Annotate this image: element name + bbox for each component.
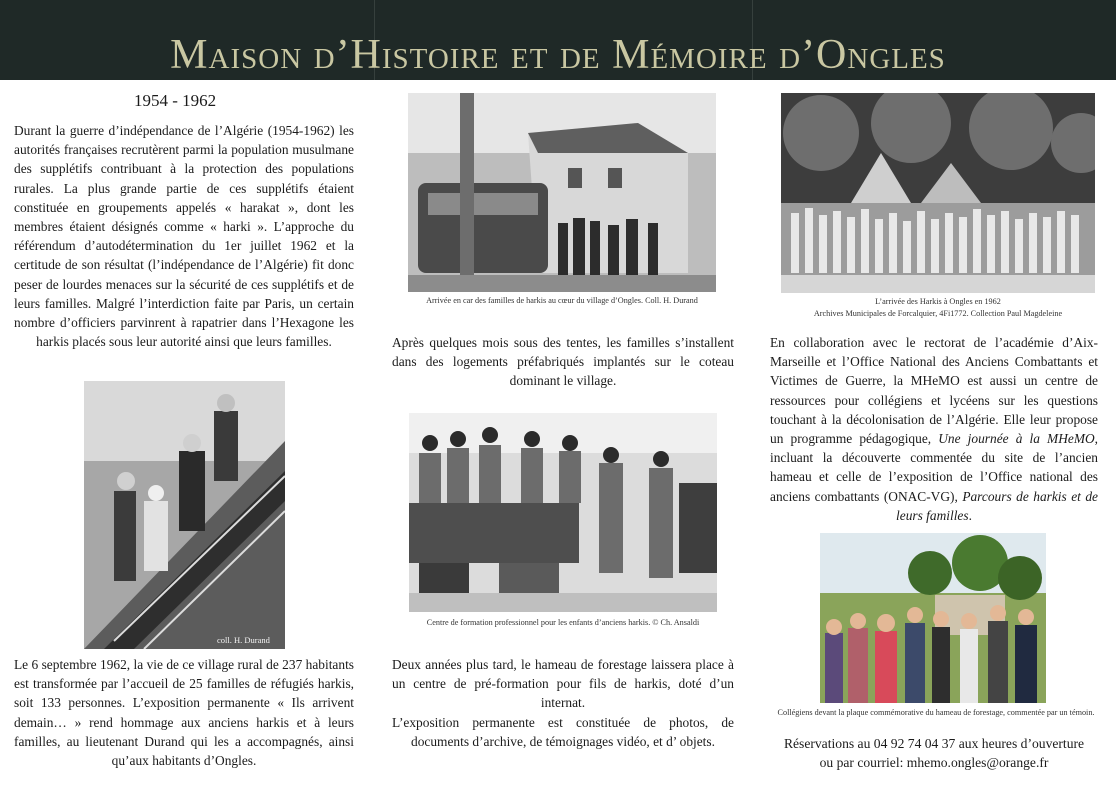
photo-caption: Centre de formation professionnel pour les enfants d’anciens harkis. © Ch. Ansaldi (426, 618, 700, 627)
reservation-email[interactable]: ou par courriel: mhemo.ongles@orange.fr (819, 755, 1049, 770)
photo-caption: L’arrivée des Harkis à Ongles en 1962 (875, 297, 1001, 306)
page-title: Maison d’Histoire et de Mémoire d’Ongles (170, 32, 946, 78)
education-paragraph (770, 333, 1098, 525)
header-banner (0, 0, 1116, 80)
education-text-a: En collaboration avec le rectorat de l’académie d’Aix-Marseille et l’Office National des Anciens Combattants et Victimes de Guerre, la MHeMO est aussi un centre de ressources pour collégiens et lycéens sur les questions touchant à la décolonisation de l’Algérie. Elle leur propose un programme pédagogique, (770, 335, 1098, 447)
photo-bus-arrival (408, 93, 716, 292)
date-heading: 1954 - 1962 (134, 91, 217, 110)
photo-students (820, 533, 1046, 703)
photo-caption: Arrivée en car des familles de harkis au cœur du village d’Ongles. Coll. H. Durand (426, 296, 698, 305)
exhibition-title: Parcours de harkis et de leurs familles (896, 488, 1098, 523)
outro-paragraph: Le 6 septembre 1962, la vie de ce village rural de 237 habitants est transformée par l’accueil de 25 familles de réfugiés harkis, soit 133 personnes. L’exposition permanente « Ils arrivent demain… » rend hommage aux anciens harkis et à leurs familles, au lieutenant Durand qui les a accompagnés, ainsi qu’aux habitants d’Ongles. (14, 657, 354, 769)
photo-training-center (409, 413, 717, 612)
education-text-b: , incluant la découverte commentée du site de l’ancien hameau et celle de l’exposition de l’Office national des anciens combattants (ONAC-VG), (770, 431, 1099, 504)
photo-harkis-arrival-group (781, 93, 1095, 293)
middle-paragraph: Après quelques mois sous des tentes, les familles s’installent dans des logements préfabriqués implantés sur le coteau dominant le village. (392, 335, 734, 389)
education-text-c: . (968, 507, 972, 523)
photo-caption: Collégiens devant la plaque commémorative du hameau de forestage, commentée par un témoin. (777, 708, 1095, 717)
program-title: Une journée à la MHeMO (938, 431, 1095, 447)
reservation-phone: Réservations au 04 92 74 04 37 aux heures d’ouverture (783, 736, 1085, 751)
outro-paragraph-2: L’exposition permanente est constituée de photos, de documents d’archive, de témoignages vidéo, et d’ objets. (392, 715, 734, 750)
photo-harkis-stairs (84, 381, 285, 649)
intro-paragraph: Durant la guerre d’indépendance de l’Algérie (1954-1962) les autorités françaises recrutèrent parmi la population musulmane des supplétifs contribuant à la protection des populations rurales. La plus grande partie de ces supplétifs étaient constituée en groupements appelés « harakat », dont les membres étaient désignés comme « harki ». L’approche du référendum d’autodétermination du 1er juillet 1962 et la certitude de son résultat (l’indépendance de l’Algérie) fit donc peser de lourdes menaces sur la sécurité de ces supplétifs et de leurs familles. Malgré l’interdiction faite par Paris, un certain nombre d’officiers parvinrent à rapatrier dans l’Hexagone les harkis placés sous leur autorité ainsi que leurs familles. (14, 123, 354, 350)
photo-caption-source: Archives Municipales de Forcalquier, 4Fi1772. Collection Paul Magdeleine (813, 309, 1063, 318)
outro-paragraph-1: Deux années plus tard, le hameau de forestage laissera place à un centre de pré-formation pour fils de harkis, doté d’un internat. (392, 657, 734, 711)
photo-credit: coll. H. Durand (217, 635, 270, 645)
